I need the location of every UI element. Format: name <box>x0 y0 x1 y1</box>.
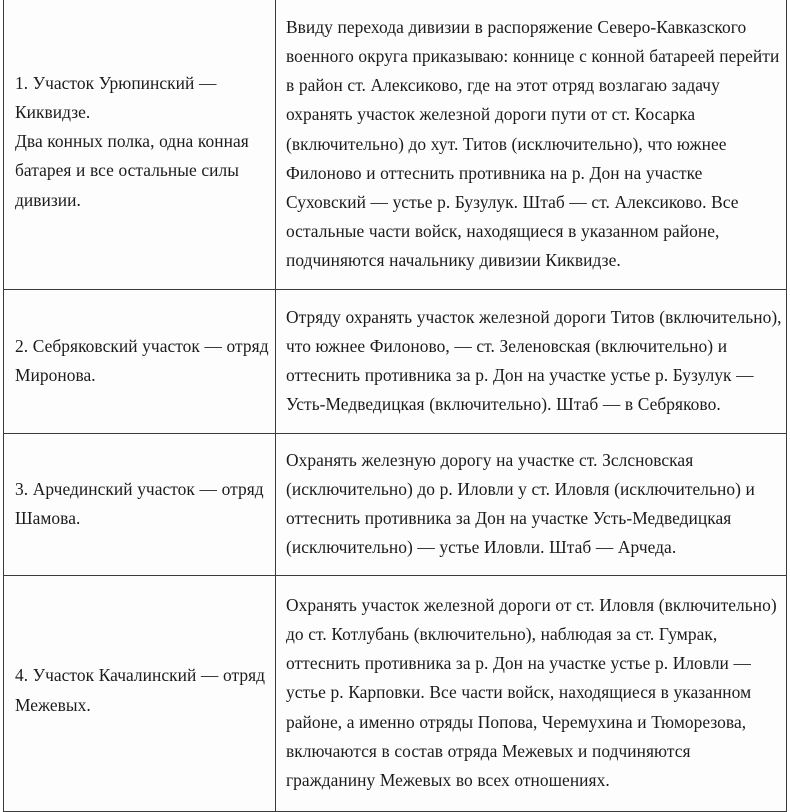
sector-forces: Два конных полка, одна конная батарея и все остальные силы дивизии. <box>15 131 249 210</box>
sector-description <box>4 470 275 538</box>
sector-title: 4. Участок Качалинский — отряд Межевых. <box>15 665 266 715</box>
order-text: Охранять железную дорогу на участке ст. Зслсновская (исключительно) до р. Иловли у ст. Иловля (исключительно) и оттеснить противника за Дон на участке Усть-Медведицкая (исключительно) — устье Иловли. Штаб — Арчеда. <box>286 449 755 558</box>
sector-title: 3. Арчединский участок — отряд Шамова. <box>15 478 264 528</box>
order-text: Ввиду перехода дивизии в распоряжение Северо-Кавказского военного округа приказываю: коннице с конной батареей перейти в район ст. Алексиково, где на этот отряд возлагаю задачу охранять участок железной дороги пути от ст. Косарка (включительно) до хут. Титов (исключительно), что южнее Филоново и оттеснить противника на р. Дон на участке Суховский — устье р. Бузулук. Штаб — ст. Алексиково. Все остальные части войск, находящиеся в указанном районе, подчиняются начальнику дивизии Киквидзе. <box>286 16 780 271</box>
table-row <box>4 289 787 433</box>
order-cell <box>276 289 787 433</box>
sector-description <box>4 69 275 220</box>
order-text: Охранять участок железной дороги от ст. Иловля (включительно) до ст. Котлубань (включительно), наблюдая за ст. Гумрак, оттеснить противника за р. Дон на участке устье р. Иловли — устье р. Карповки. Все части войск, находящиеся в указанном районе, а именно отряды Попова, Черемухина и Тюморезова, включаются в состав отряда Межевых и подчиняются гражданину Межевых во всех отношениях. <box>286 594 777 790</box>
order-text: Отряду охранять участок железной дороги Титов (включительно), что южнее Филоново, — ст. Зеленовская (включительно) и оттеснить противника за р. Дон на участке устье р. Бузулук — Усть-Медведицкая (включительно). Штаб — в Себряково. <box>286 306 782 415</box>
order-cell <box>276 575 787 811</box>
sector-description <box>4 327 275 395</box>
table-row <box>4 433 787 575</box>
sector-title: 2. Себряковский участок — отряд Миронова. <box>15 335 269 385</box>
sector-title: 1. Участок Урюпинский — Киквидзе. <box>15 72 217 122</box>
order-cell <box>276 0 787 289</box>
orders-table <box>3 0 787 812</box>
table-row <box>4 0 787 289</box>
sector-cell <box>4 0 276 289</box>
order-cell <box>276 433 787 575</box>
sector-cell <box>4 289 276 433</box>
table-body <box>4 0 787 811</box>
sector-cell <box>4 433 276 575</box>
table-row <box>4 575 787 811</box>
sector-cell <box>4 575 276 811</box>
sector-description <box>4 661 275 724</box>
